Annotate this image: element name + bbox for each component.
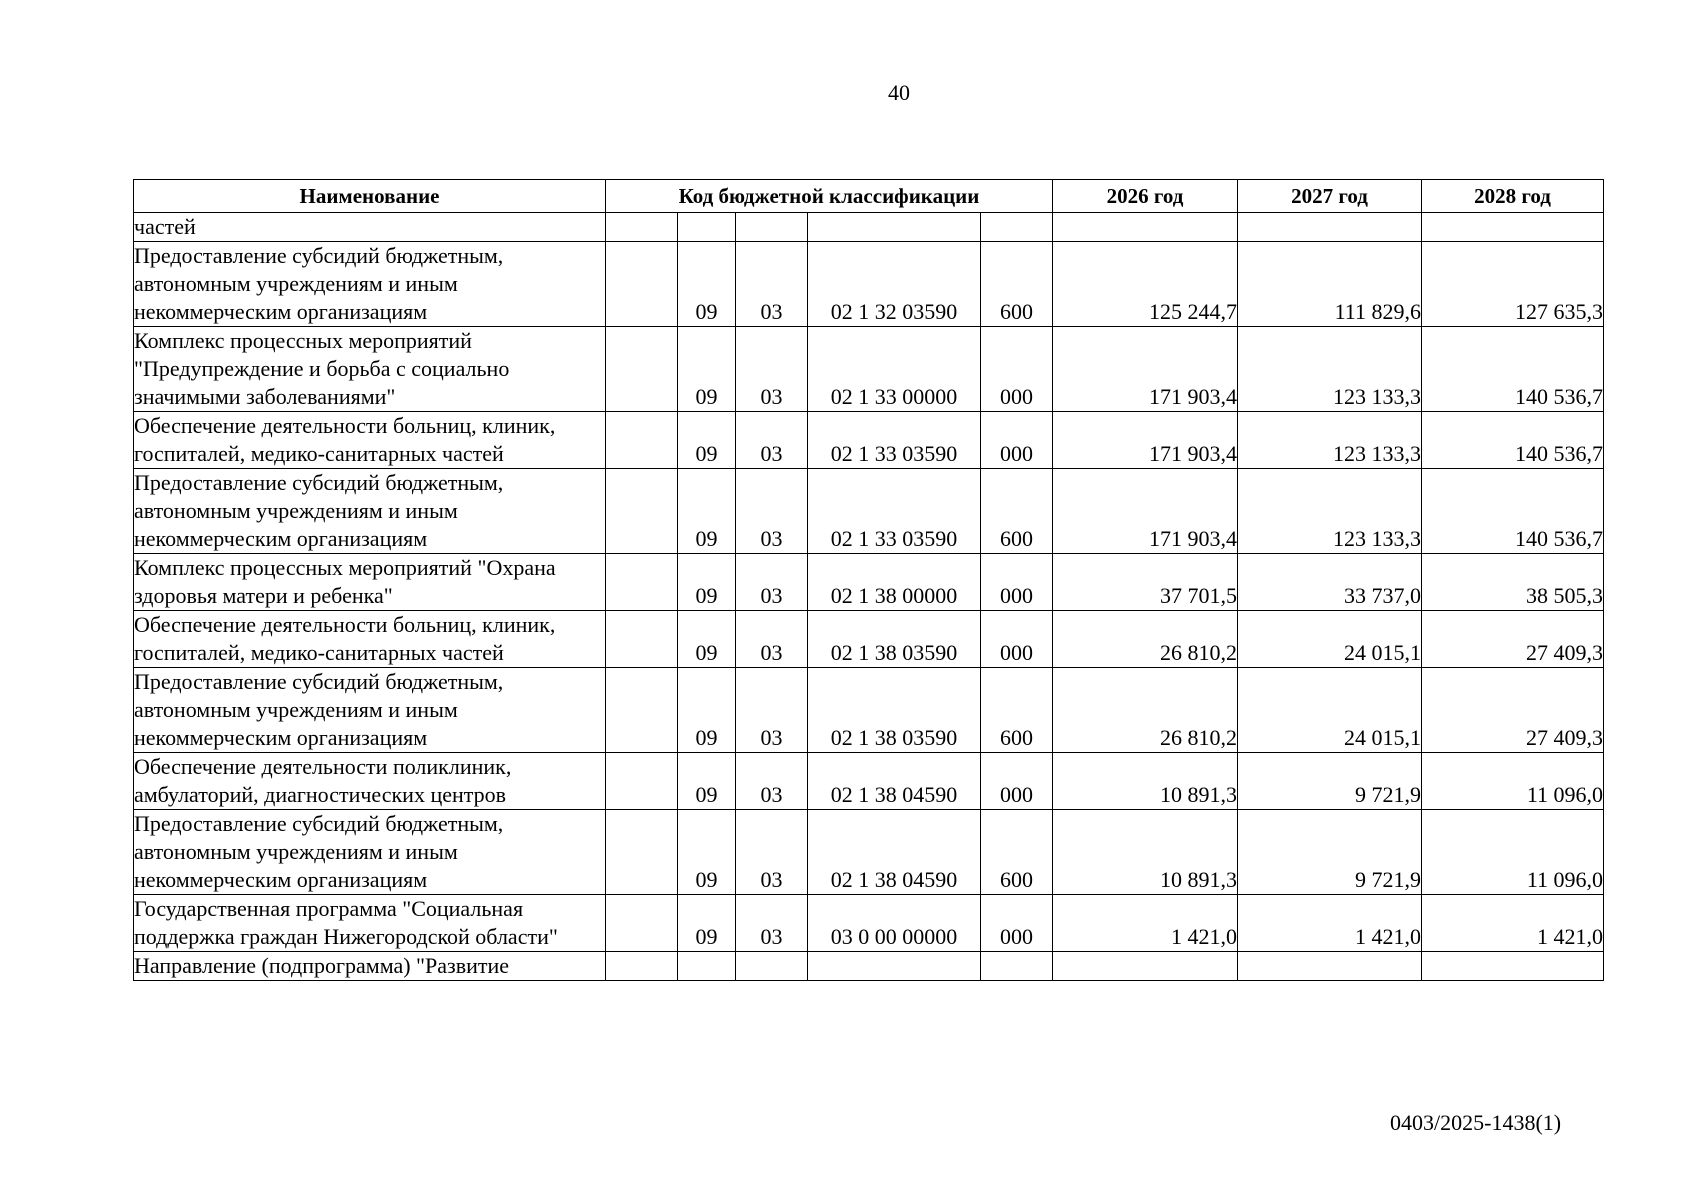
cell-2027: 33 737,0 [1238, 554, 1422, 611]
cell-2027: 123 133,3 [1238, 469, 1422, 554]
cell-section: 09 [678, 895, 736, 952]
cell-name: Обеспечение деятельности больниц, клиник, госпиталей, медико-санитарных частей [134, 611, 606, 668]
table-row [134, 327, 1604, 412]
table-row [134, 213, 1604, 242]
cell-2027: 9 721,9 [1238, 753, 1422, 810]
cell-code-blank [606, 554, 678, 611]
cell-expense-type: 000 [981, 327, 1053, 412]
cell-section [678, 213, 736, 242]
cell-subsection: 03 [736, 668, 808, 753]
header-name: Наименование [134, 180, 606, 213]
cell-target-article [808, 213, 981, 242]
cell-expense-type: 000 [981, 554, 1053, 611]
cell-code-blank [606, 895, 678, 952]
cell-2028 [1422, 213, 1604, 242]
cell-subsection: 03 [736, 753, 808, 810]
cell-2026: 171 903,4 [1053, 327, 1238, 412]
cell-2028: 140 536,7 [1422, 327, 1604, 412]
cell-subsection: 03 [736, 242, 808, 327]
header-2027: 2027 год [1238, 180, 1422, 213]
cell-target-article: 02 1 38 04590 [808, 753, 981, 810]
cell-2028: 140 536,7 [1422, 412, 1604, 469]
cell-subsection [736, 213, 808, 242]
table-row [134, 810, 1604, 895]
cell-target-article: 02 1 32 03590 [808, 242, 981, 327]
cell-2028: 38 505,3 [1422, 554, 1604, 611]
cell-2026: 125 244,7 [1053, 242, 1238, 327]
cell-code-blank [606, 327, 678, 412]
cell-name: Обеспечение деятельности поликлиник, амбулаторий, диагностических центров [134, 753, 606, 810]
cell-target-article: 02 1 33 00000 [808, 327, 981, 412]
cell-target-article: 02 1 33 03590 [808, 412, 981, 469]
cell-2026 [1053, 213, 1238, 242]
cell-2027: 111 829,6 [1238, 242, 1422, 327]
cell-code-blank [606, 611, 678, 668]
budget-table [133, 179, 1604, 981]
cell-target-article: 02 1 38 03590 [808, 668, 981, 753]
cell-2027 [1238, 213, 1422, 242]
cell-subsection: 03 [736, 327, 808, 412]
cell-2026: 1 421,0 [1053, 895, 1238, 952]
cell-2027: 9 721,9 [1238, 810, 1422, 895]
cell-2027: 123 133,3 [1238, 412, 1422, 469]
cell-section: 09 [678, 327, 736, 412]
cell-code-blank [606, 242, 678, 327]
cell-2026: 10 891,3 [1053, 810, 1238, 895]
cell-code-blank [606, 668, 678, 753]
cell-subsection: 03 [736, 611, 808, 668]
cell-code-blank [606, 412, 678, 469]
header-2026: 2026 год [1053, 180, 1238, 213]
cell-expense-type: 600 [981, 469, 1053, 554]
cell-name: Комплекс процессных мероприятий "Предупреждение и борьба с социально значимыми заболеваниями" [134, 327, 606, 412]
cell-expense-type [981, 952, 1053, 981]
header-budget-code: Код бюджетной классификации [606, 180, 1053, 213]
cell-code-blank [606, 753, 678, 810]
cell-2027 [1238, 952, 1422, 981]
cell-section: 09 [678, 469, 736, 554]
cell-2026: 171 903,4 [1053, 412, 1238, 469]
cell-expense-type: 000 [981, 412, 1053, 469]
cell-name: Государственная программа "Социальная поддержка граждан Нижегородской области" [134, 895, 606, 952]
cell-2027: 24 015,1 [1238, 668, 1422, 753]
cell-code-blank [606, 952, 678, 981]
page-number: 40 [888, 80, 910, 105]
cell-target-article: 03 0 00 00000 [808, 895, 981, 952]
cell-target-article: 02 1 38 00000 [808, 554, 981, 611]
table-row [134, 753, 1604, 810]
cell-expense-type: 600 [981, 810, 1053, 895]
cell-2028: 127 635,3 [1422, 242, 1604, 327]
table-row [134, 895, 1604, 952]
cell-section: 09 [678, 611, 736, 668]
cell-expense-type: 600 [981, 242, 1053, 327]
cell-name: Предоставление субсидий бюджетным, автономным учреждениям и иным некоммерческим организациям [134, 810, 606, 895]
cell-section: 09 [678, 668, 736, 753]
table-row [134, 242, 1604, 327]
cell-name: Предоставление субсидий бюджетным, автономным учреждениям и иным некоммерческим организациям [134, 668, 606, 753]
cell-2026 [1053, 952, 1238, 981]
table-row [134, 469, 1604, 554]
cell-section: 09 [678, 753, 736, 810]
cell-code-blank [606, 469, 678, 554]
cell-2028: 27 409,3 [1422, 611, 1604, 668]
cell-section: 09 [678, 412, 736, 469]
table-header-row [134, 180, 1604, 213]
cell-2028: 140 536,7 [1422, 469, 1604, 554]
cell-name: Комплекс процессных мероприятий "Охрана здоровья матери и ребенка" [134, 554, 606, 611]
cell-subsection [736, 952, 808, 981]
table-row [134, 668, 1604, 753]
cell-2028: 11 096,0 [1422, 810, 1604, 895]
cell-target-article: 02 1 33 03590 [808, 469, 981, 554]
cell-name: Обеспечение деятельности больниц, клиник, госпиталей, медико-санитарных частей [134, 412, 606, 469]
cell-name: Направление (подпрограмма) "Развитие [134, 952, 606, 981]
cell-expense-type: 600 [981, 668, 1053, 753]
cell-target-article: 02 1 38 04590 [808, 810, 981, 895]
cell-expense-type [981, 213, 1053, 242]
cell-2028: 27 409,3 [1422, 668, 1604, 753]
cell-2027: 1 421,0 [1238, 895, 1422, 952]
table-row [134, 554, 1604, 611]
cell-name: Предоставление субсидий бюджетным, автономным учреждениям и иным некоммерческим организациям [134, 469, 606, 554]
cell-code-blank [606, 213, 678, 242]
cell-name: частей [134, 213, 606, 242]
cell-code-blank [606, 810, 678, 895]
cell-expense-type: 000 [981, 611, 1053, 668]
cell-subsection: 03 [736, 554, 808, 611]
cell-section: 09 [678, 242, 736, 327]
cell-subsection: 03 [736, 895, 808, 952]
cell-expense-type: 000 [981, 895, 1053, 952]
table-row [134, 611, 1604, 668]
cell-section: 09 [678, 554, 736, 611]
cell-2027: 123 133,3 [1238, 327, 1422, 412]
header-2028: 2028 год [1422, 180, 1604, 213]
cell-2028 [1422, 952, 1604, 981]
table-row [134, 412, 1604, 469]
cell-section [678, 952, 736, 981]
cell-target-article [808, 952, 981, 981]
cell-section: 09 [678, 810, 736, 895]
cell-2026: 37 701,5 [1053, 554, 1238, 611]
cell-subsection: 03 [736, 810, 808, 895]
table-row [134, 952, 1604, 981]
cell-name: Предоставление субсидий бюджетным, автономным учреждениям и иным некоммерческим организациям [134, 242, 606, 327]
cell-expense-type: 000 [981, 753, 1053, 810]
cell-2027: 24 015,1 [1238, 611, 1422, 668]
cell-2028: 11 096,0 [1422, 753, 1604, 810]
table-body [134, 213, 1604, 981]
cell-target-article: 02 1 38 03590 [808, 611, 981, 668]
cell-2028: 1 421,0 [1422, 895, 1604, 952]
cell-2026: 10 891,3 [1053, 753, 1238, 810]
cell-subsection: 03 [736, 412, 808, 469]
cell-2026: 26 810,2 [1053, 668, 1238, 753]
document-code: 0403/2025-1438(1) [1390, 1110, 1562, 1135]
cell-subsection: 03 [736, 469, 808, 554]
cell-2026: 26 810,2 [1053, 611, 1238, 668]
cell-2026: 171 903,4 [1053, 469, 1238, 554]
